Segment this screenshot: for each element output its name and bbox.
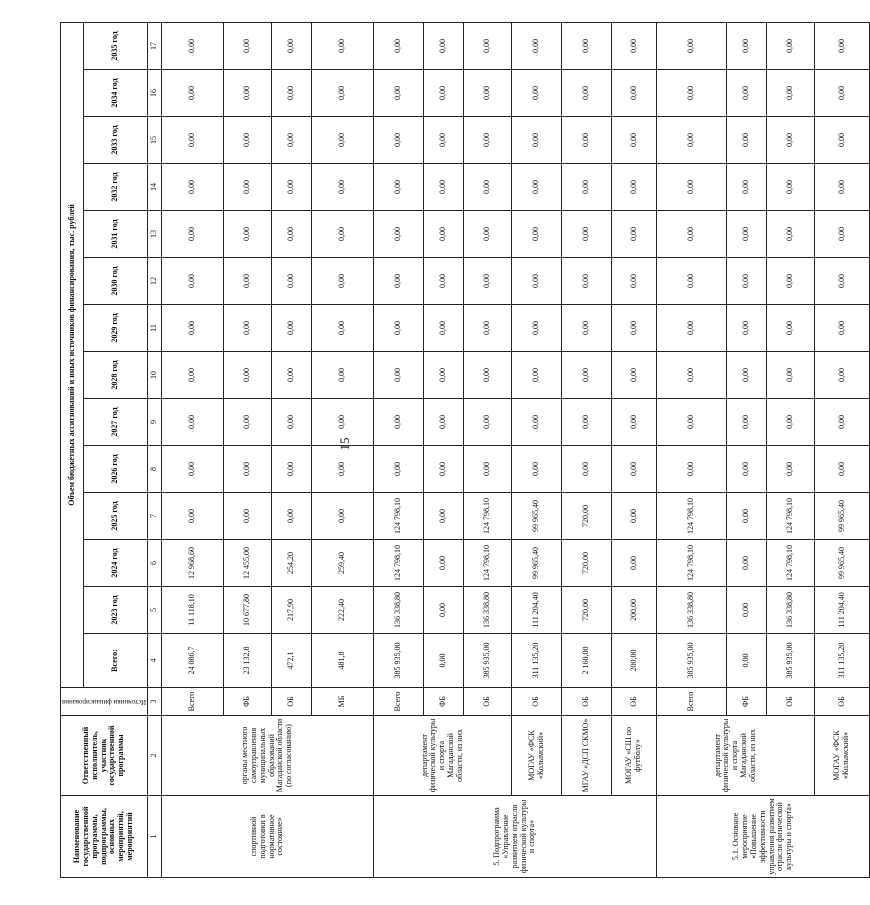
row-value: 0,00 [562,22,612,69]
row-executor: органы местного самоуправления муниципальных образований Магаданской области (по согласованию) [162,716,374,796]
row-value: 0,00 [562,117,612,164]
table-row [612,22,657,877]
row-value: 0,00 [727,22,767,69]
row-value: 481,8 [312,634,374,688]
row-source: Всего [657,688,727,716]
row-value: 0,00 [312,305,374,352]
row-value: 136 338,80 [464,587,512,634]
row-value: 0,00 [815,211,870,258]
row-executor: МОГАУ «ФСК «Колымский» [815,716,870,796]
row-value: 0,00 [612,22,657,69]
row-value: 124 798,10 [374,493,424,540]
row-value: 0,00 [224,305,272,352]
row-executor: МОГАУ «ФСК «Колымский» [512,716,562,796]
row-value: 0,00 [767,22,815,69]
row-value: 0,00 [424,587,464,634]
row-source: ОБ [767,688,815,716]
row-value: 0,00 [767,446,815,493]
column-index: 11 [148,305,162,352]
row-value: 0,00 [424,634,464,688]
row-value: 0,00 [512,70,562,117]
row-value: 0,00 [224,352,272,399]
row-value: 0,00 [612,258,657,305]
row-value: 0,00 [374,399,424,446]
row-value: 0,00 [424,540,464,587]
row-value: 0,00 [562,399,612,446]
row-value: 111 204,40 [815,587,870,634]
column-index: 14 [148,164,162,211]
row-value: 0,00 [374,211,424,258]
row-value: 0,00 [312,399,374,446]
row-value: 2 160,00 [562,634,612,688]
row-value: 0,00 [562,211,612,258]
header-year: 2026 год [83,446,147,493]
row-value: 0,00 [312,211,374,258]
row-value: 0,00 [424,117,464,164]
row-value: 0,00 [162,211,224,258]
row-value: 0,00 [512,22,562,69]
header-total: Всего: [83,634,147,688]
row-source: МБ [312,688,374,716]
row-value: 0,00 [312,164,374,211]
row-value: 0,00 [272,117,312,164]
row-value: 0,00 [727,258,767,305]
row-value: 217,90 [272,587,312,634]
row-value: 12 455,00 [224,540,272,587]
row-source: Всего [374,688,424,716]
row-value: 0,00 [312,117,374,164]
row-value: 0,00 [512,446,562,493]
row-value: 0,00 [657,211,727,258]
row-value: 0,00 [272,22,312,69]
header-year: 2027 год [83,399,147,446]
row-value: 0,00 [272,446,312,493]
row-source: ОБ [612,688,657,716]
row-value: 99 965,40 [815,540,870,587]
row-value: 0,00 [657,70,727,117]
row-value: 0,00 [657,446,727,493]
row-value: 0,00 [815,164,870,211]
row-source: ФБ [424,688,464,716]
row-value: 0,00 [727,70,767,117]
row-value: 0,00 [727,164,767,211]
row-value: 720,00 [562,540,612,587]
row-value: 0,00 [424,493,464,540]
row-value: 0,00 [424,211,464,258]
row-value: 0,00 [162,22,224,69]
header-year: 2024 год [83,540,147,587]
row-value: 0,00 [767,352,815,399]
row-value: 222,40 [312,587,374,634]
header-year: 2031 год [83,211,147,258]
row-value: 0,00 [224,211,272,258]
row-value: 12 968,60 [162,540,224,587]
column-index: 13 [148,211,162,258]
header-year: 2032 год [83,164,147,211]
row-value: 0,00 [727,634,767,688]
row-value: 0,00 [374,22,424,69]
row-value: 0,00 [424,164,464,211]
row-executor: МОГАУ «СШ по футболу» [612,716,657,796]
row-value: 200,00 [612,634,657,688]
row-source: ФБ [727,688,767,716]
header-group: Объем бюджетных ассигнований и иных источников финансирования, тыс. рублей [61,22,84,687]
row-name: спортивной подготовки в нормативное состояние» [162,796,374,878]
row-executor: департамент физической культуры и спорта Магаданской области, из них [657,716,815,796]
row-value: 0,00 [727,211,767,258]
header-name: Наименование государственной программы, подпрограммы, основных мероприятий, мероприятий [61,796,148,878]
row-value: 0,00 [562,352,612,399]
row-source: ФБ [224,688,272,716]
row-value: 0,00 [562,258,612,305]
row-value: 0,00 [562,164,612,211]
header-year: 2034 год [83,70,147,117]
row-value: 0,00 [272,258,312,305]
row-value: 0,00 [657,22,727,69]
page-number: 15 [337,437,352,451]
row-source: ОБ [562,688,612,716]
row-value: 0,00 [767,164,815,211]
row-source: ОБ [272,688,312,716]
row-value: 0,00 [224,22,272,69]
table-row [162,22,224,877]
row-value: 0,00 [727,587,767,634]
row-value: 0,00 [512,164,562,211]
row-value: 0,00 [272,70,312,117]
row-source: Всего [162,688,224,716]
row-value: 0,00 [374,446,424,493]
row-value: 136 338,80 [767,587,815,634]
row-value: 136 338,80 [657,587,727,634]
row-value: 0,00 [767,305,815,352]
row-value: 0,00 [272,352,312,399]
row-value: 0,00 [464,352,512,399]
row-value: 0,00 [612,211,657,258]
row-value: 0,00 [162,352,224,399]
row-value: 0,00 [424,305,464,352]
row-value: 0,00 [162,399,224,446]
column-index: 5 [148,587,162,634]
row-value: 0,00 [224,399,272,446]
row-value: 24 086,7 [162,634,224,688]
row-value: 385 935,00 [464,634,512,688]
column-index: 16 [148,70,162,117]
row-value: 0,00 [464,305,512,352]
row-value: 0,00 [767,211,815,258]
row-value: 0,00 [815,305,870,352]
row-value: 0,00 [374,164,424,211]
row-value: 0,00 [767,70,815,117]
column-index: 3 [148,688,162,716]
row-value: 0,00 [312,352,374,399]
row-value: 0,00 [312,446,374,493]
row-value: 0,00 [272,399,312,446]
row-value: 720,00 [562,493,612,540]
header-year: 2023 год [83,587,147,634]
row-value: 124 798,10 [767,493,815,540]
row-name: 5.1. Основное мероприятие «Повышение эффективности управления развитием отрасли физической культуры и спорта» [657,796,870,878]
row-value: 0,00 [612,352,657,399]
row-value: 0,00 [562,305,612,352]
row-value: 124 798,10 [767,540,815,587]
row-value: 0,00 [374,305,424,352]
table-row [512,22,562,877]
row-value: 0,00 [424,258,464,305]
row-executor: департамент физической культуры и спорта Магаданской области, из них [374,716,512,796]
table-row [374,22,424,877]
row-value: 0,00 [727,117,767,164]
row-value: 200,00 [612,587,657,634]
row-value: 0,00 [612,164,657,211]
row-value: 311 135,20 [512,634,562,688]
row-source: ОБ [815,688,870,716]
row-value: 124 798,10 [464,540,512,587]
header-executor: Ответственный исполнитель, участник государственной программы [61,716,148,796]
row-value: 124 798,10 [464,493,512,540]
row-value: 385 935,00 [374,634,424,688]
row-value: 0,00 [424,22,464,69]
row-value: 0,00 [464,258,512,305]
row-value: 0,00 [374,70,424,117]
row-value: 0,00 [464,211,512,258]
row-value: 0,00 [272,493,312,540]
row-value: 0,00 [612,305,657,352]
row-value: 0,00 [815,258,870,305]
row-value: 0,00 [727,540,767,587]
row-value: 0,00 [224,117,272,164]
row-value: 0,00 [612,117,657,164]
column-index: 15 [148,117,162,164]
row-value: 0,00 [424,446,464,493]
row-value: 0,00 [512,399,562,446]
row-value: 0,00 [612,493,657,540]
row-value: 0,00 [727,446,767,493]
row-value: 0,00 [657,258,727,305]
row-value: 0,00 [815,22,870,69]
row-value: 0,00 [727,399,767,446]
row-source: ОБ [464,688,512,716]
row-value: 0,00 [374,258,424,305]
row-value: 0,00 [767,117,815,164]
row-value: 124 798,10 [657,493,727,540]
row-value: 0,00 [657,399,727,446]
row-value: 0,00 [657,117,727,164]
row-value: 0,00 [464,70,512,117]
row-value: 0,00 [162,117,224,164]
row-value: 0,00 [562,446,612,493]
row-value: 0,00 [815,70,870,117]
row-value: 0,00 [312,493,374,540]
row-value: 124 798,10 [657,540,727,587]
row-value: 0,00 [224,258,272,305]
header-year: 2029 год [83,305,147,352]
column-index: 6 [148,540,162,587]
row-value: 0,00 [162,70,224,117]
row-value: 0,00 [464,446,512,493]
row-value: 472,1 [272,634,312,688]
row-value: 0,00 [224,70,272,117]
row-value: 0,00 [815,446,870,493]
row-value: 0,00 [464,164,512,211]
column-index: 12 [148,258,162,305]
row-value: 0,00 [727,493,767,540]
row-value: 10 677,80 [224,587,272,634]
row-value: 0,00 [424,352,464,399]
table-row [657,22,727,877]
row-value: 11 118,10 [162,587,224,634]
row-value: 0,00 [374,117,424,164]
row-value: 0,00 [612,446,657,493]
row-value: 0,00 [424,70,464,117]
row-value: 0,00 [464,399,512,446]
row-value: 111 204,40 [512,587,562,634]
column-index: 17 [148,22,162,69]
row-value: 99 965,40 [815,493,870,540]
row-value: 0,00 [612,540,657,587]
header-source: Источники финансирования [61,688,148,716]
row-value: 0,00 [727,352,767,399]
row-name: 5. Подпрограмма «Управление развитием отрасли физической культуры и спорта» [374,796,657,878]
row-value: 0,00 [512,211,562,258]
header-year: 2025 год [83,493,147,540]
row-value: 0,00 [162,493,224,540]
row-value: 0,00 [727,305,767,352]
row-value: 385 935,00 [767,634,815,688]
column-index: 7 [148,493,162,540]
row-value: 0,00 [767,399,815,446]
row-value: 0,00 [272,164,312,211]
row-value: 124 798,10 [374,540,424,587]
column-index: 8 [148,446,162,493]
header-year: 2030 год [83,258,147,305]
row-value: 0,00 [464,117,512,164]
row-value: 0,00 [312,70,374,117]
row-value: 0,00 [162,446,224,493]
row-value: 385 935,00 [657,634,727,688]
budget-table [60,22,870,878]
table-row [815,22,870,877]
column-index: 9 [148,399,162,446]
row-value: 0,00 [562,70,612,117]
row-value: 0,00 [224,446,272,493]
header-year: 2035 год [83,22,147,69]
table-row [562,22,612,877]
row-value: 0,00 [657,305,727,352]
row-value: 0,00 [272,211,312,258]
column-index: 4 [148,634,162,688]
row-value: 254,20 [272,540,312,587]
row-value: 0,00 [312,22,374,69]
row-value: 0,00 [162,305,224,352]
row-value: 259,40 [312,540,374,587]
row-value: 0,00 [162,164,224,211]
column-index: 10 [148,352,162,399]
row-value: 0,00 [464,22,512,69]
row-value: 0,00 [374,352,424,399]
row-value: 0,00 [612,399,657,446]
row-value: 311 135,20 [815,634,870,688]
row-value: 136 338,80 [374,587,424,634]
row-value: 99 965,40 [512,540,562,587]
rotated-table-wrapper [60,28,851,878]
row-value: 0,00 [512,352,562,399]
row-value: 0,00 [657,164,727,211]
column-index: 2 [148,716,162,796]
row-value: 0,00 [512,305,562,352]
column-index: 1 [148,796,162,878]
header-year: 2033 год [83,117,147,164]
row-value: 0,00 [224,493,272,540]
row-value: 23 132,8 [224,634,272,688]
row-value: 0,00 [657,352,727,399]
row-value: 0,00 [424,399,464,446]
row-source: ОБ [512,688,562,716]
row-value: 0,00 [612,70,657,117]
row-value: 0,00 [272,305,312,352]
row-value: 0,00 [224,164,272,211]
row-value: 99 965,40 [512,493,562,540]
row-value: 0,00 [512,117,562,164]
row-value: 0,00 [815,399,870,446]
row-value: 0,00 [312,258,374,305]
row-executor: МГАУ «ДСП СКМО» [562,716,612,796]
row-value: 0,00 [512,258,562,305]
row-value: 0,00 [815,117,870,164]
row-value: 720,00 [562,587,612,634]
header-year: 2028 год [83,352,147,399]
row-value: 0,00 [767,258,815,305]
row-value: 0,00 [162,258,224,305]
row-value: 0,00 [815,352,870,399]
